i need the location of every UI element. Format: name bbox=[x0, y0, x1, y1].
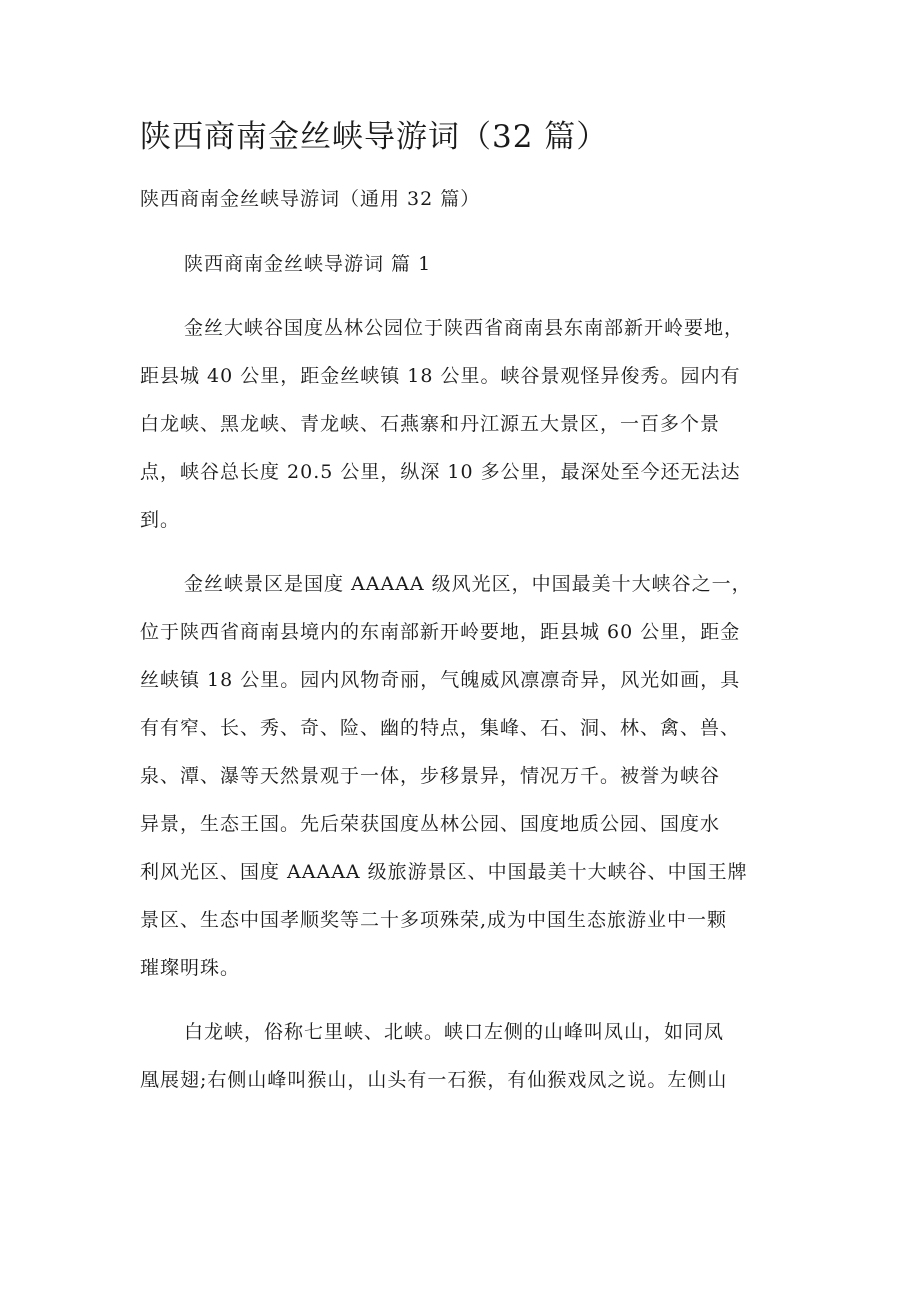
paragraph-line: 距县城 40 公里，距金丝峡镇 18 公里。峡谷景观怪异俊秀。园内有 bbox=[140, 365, 741, 387]
paragraph-line: 异景，生态王国。先后荣获国度丛林公园、国度地质公园、国度水 bbox=[140, 813, 721, 835]
paragraph-line: 位于陕西省商南县境内的东南部新开岭要地，距县城 60 公里，距金 bbox=[140, 621, 741, 643]
paragraph-line: 点，峡谷总长度 20.5 公里，纵深 10 多公里，最深处至今还无法达 bbox=[140, 461, 741, 483]
paragraph-line: 泉、潭、瀑等天然景观于一体，步移景异，情况万千。被誉为峡谷 bbox=[140, 765, 721, 787]
paragraph-line: 白龙峡、黑龙峡、青龙峡、石燕寨和丹江源五大景区，一百多个景 bbox=[140, 413, 721, 435]
paragraph-line: 丝峡镇 18 公里。园内风物奇丽，气魄威风凛凛奇异，风光如画，具 bbox=[140, 669, 741, 691]
paragraph-line: 凰展翅;右侧山峰叫猴山，山头有一石猴，有仙猴戏凤之说。左侧山 bbox=[140, 1069, 728, 1091]
paragraph-line: 金丝峡景区是国度 AAAAA 级风光区，中国最美十大峡谷之一， bbox=[184, 573, 752, 595]
paragraph bbox=[140, 569, 752, 1001]
paragraph-line: 景区、生态中国孝顺奖等二十多项殊荣,成为中国生态旅游业中一颗 bbox=[140, 909, 728, 931]
section-heading: 陕西商南金丝峡导游词 篇 1 bbox=[184, 253, 432, 275]
document-title: 陕西商南金丝峡导游词（32 篇） bbox=[140, 119, 609, 155]
paragraph bbox=[140, 313, 744, 553]
paragraph-line: 白龙峡，俗称七里峡、北峡。峡口左侧的山峰叫凤山，如同凤 bbox=[184, 1021, 725, 1043]
paragraph-line: 金丝大峡谷国度丛林公园位于陕西省商南县东南部新开岭要地， bbox=[184, 317, 745, 339]
paragraph-line: 到。 bbox=[140, 509, 181, 531]
document-subtitle: 陕西商南金丝峡导游词（通用 32 篇） bbox=[140, 188, 481, 210]
paragraph-line: 璀璨明珠。 bbox=[140, 957, 241, 979]
paragraph bbox=[140, 1017, 727, 1113]
paragraph-line: 有有窄、长、秀、奇、险、幽的特点，集峰、石、洞、林、禽、兽、 bbox=[140, 717, 741, 739]
paragraph-line: 利风光区、国度 AAAAA 级旅游景区、中国最美十大峡谷、中国王牌 bbox=[140, 861, 748, 883]
